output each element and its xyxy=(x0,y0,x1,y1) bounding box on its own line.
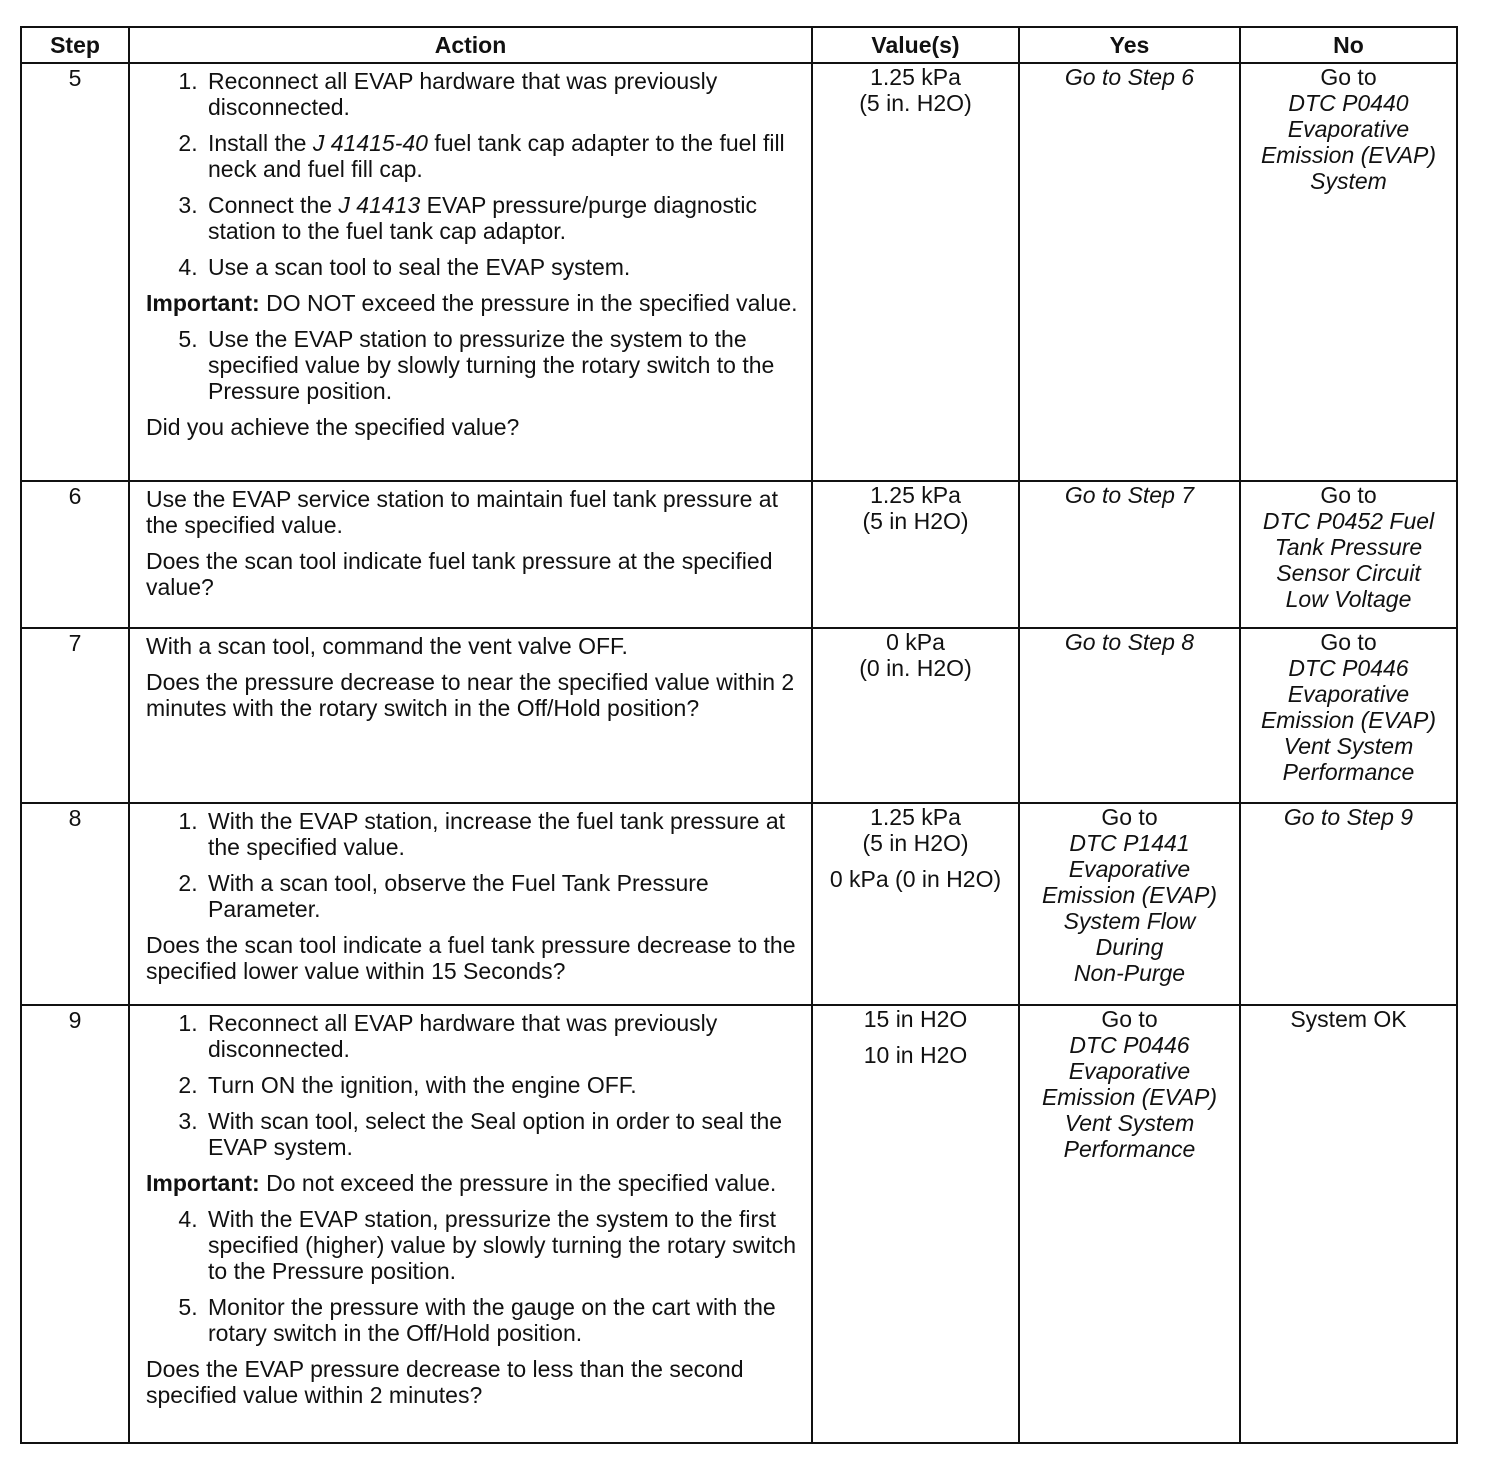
values-cell: 15 in H2O 10 in H2O xyxy=(812,1005,1019,1443)
list-item: 1. Reconnect all EVAP hardware that was previously disconnected. xyxy=(204,68,801,120)
list-item: 5. Monitor the pressure with the gauge on the cart with the rotary switch in the Off/Hold position. xyxy=(204,1294,801,1346)
values-cell: 1.25 kPa (5 in. H2O) xyxy=(812,63,1019,481)
values-cell: 1.25 kPa (5 in H2O) xyxy=(812,481,1019,628)
values-cell: 1.25 kPa (5 in H2O) 0 kPa (0 in H2O) xyxy=(812,803,1019,1005)
list-item: 3. With scan tool, select the Seal option in order to seal the EVAP system. xyxy=(204,1108,801,1160)
list-item: 1. Reconnect all EVAP hardware that was previously disconnected. xyxy=(204,1010,801,1062)
table-row-step-5 xyxy=(21,63,1457,481)
action-list xyxy=(146,1010,801,1160)
step-number: 8 xyxy=(21,803,129,1005)
action-text: With a scan tool, command the vent valve OFF. xyxy=(146,633,628,659)
header-row xyxy=(21,27,1457,63)
action-list-continued xyxy=(146,326,801,404)
header-step: Step xyxy=(21,27,129,63)
action-list xyxy=(146,808,801,922)
header-yes: Yes xyxy=(1019,27,1240,63)
list-item: 4. With the EVAP station, pressurize the system to the first specified (higher) value by slowly turning the rotary switch to the Pressure position. xyxy=(204,1206,801,1284)
diagnostic-table xyxy=(20,26,1458,1444)
no-cell: Go to DTC P0452 Fuel Tank Pressure Sensor Circuit Low Voltage xyxy=(1240,481,1457,628)
action-cell xyxy=(129,628,812,803)
step-number: 5 xyxy=(21,63,129,481)
action-list xyxy=(146,68,801,280)
header-action: Action xyxy=(129,27,812,63)
yes-cell: Go to Step 7 xyxy=(1019,481,1240,628)
yes-cell: Go to Step 8 xyxy=(1019,628,1240,803)
list-item: 1. With the EVAP station, increase the fuel tank pressure at the specified value. xyxy=(204,808,801,860)
list-item: 3. Connect the J 41413 EVAP pressure/purge diagnostic station to the fuel tank cap adaptor. xyxy=(204,192,801,244)
list-item: 2. Install the J 41415-40 fuel tank cap adapter to the fuel fill neck and fuel fill cap. xyxy=(204,130,801,182)
list-item: 2. Turn ON the ignition, with the engine OFF. xyxy=(204,1072,801,1098)
table-row-step-8 xyxy=(21,803,1457,1005)
step-number: 6 xyxy=(21,481,129,628)
question: Does the pressure decrease to near the specified value within 2 minutes with the rotary switch in the Off/Hold position? xyxy=(146,669,795,721)
no-cell: Go to DTC P0440 Evaporative Emission (EVAP) System xyxy=(1240,63,1457,481)
important-note: Important: Do not exceed the pressure in the specified value. xyxy=(146,1170,777,1196)
no-cell: Go to DTC P0446 Evaporative Emission (EVAP) Vent System Performance xyxy=(1240,628,1457,803)
step-number: 9 xyxy=(21,1005,129,1443)
action-list-continued xyxy=(146,1206,801,1346)
yes-cell: Go to DTC P0446 Evaporative Emission (EVAP) Vent System Performance xyxy=(1019,1005,1240,1443)
action-cell xyxy=(129,803,812,1005)
list-item: 2. With a scan tool, observe the Fuel Tank Pressure Parameter. xyxy=(204,870,801,922)
yes-cell: Go to DTC P1441 Evaporative Emission (EVAP) System Flow During Non-Purge xyxy=(1019,803,1240,1005)
list-item: 4. Use a scan tool to seal the EVAP system. xyxy=(204,254,801,280)
yes-cell: Go to Step 6 xyxy=(1019,63,1240,481)
header-no: No xyxy=(1240,27,1457,63)
table-row-step-7 xyxy=(21,628,1457,803)
step-number: 7 xyxy=(21,628,129,803)
values-cell: 0 kPa (0 in. H2O) xyxy=(812,628,1019,803)
no-cell: Go to Step 9 xyxy=(1240,803,1457,1005)
question: Does the scan tool indicate a fuel tank pressure decrease to the specified lower value within 15 Seconds? xyxy=(146,932,796,984)
important-note: Important: DO NOT exceed the pressure in the specified value. xyxy=(146,290,798,316)
table-row-step-6 xyxy=(21,481,1457,628)
action-text: Use the EVAP service station to maintain fuel tank pressure at the specified value. xyxy=(146,486,778,538)
question: Does the EVAP pressure decrease to less than the second specified value within 2 minutes? xyxy=(146,1356,744,1408)
list-item: 5. Use the EVAP station to pressurize the system to the specified value by slowly turning the rotary switch to the Pressure position. xyxy=(204,326,801,404)
question: Does the scan tool indicate fuel tank pressure at the specified value? xyxy=(146,548,773,600)
table-row-step-9 xyxy=(21,1005,1457,1443)
no-cell: System OK xyxy=(1240,1005,1457,1443)
action-cell xyxy=(129,1005,812,1443)
question: Did you achieve the specified value? xyxy=(146,414,520,440)
header-values: Value(s) xyxy=(812,27,1019,63)
action-cell xyxy=(129,481,812,628)
action-cell xyxy=(129,63,812,481)
